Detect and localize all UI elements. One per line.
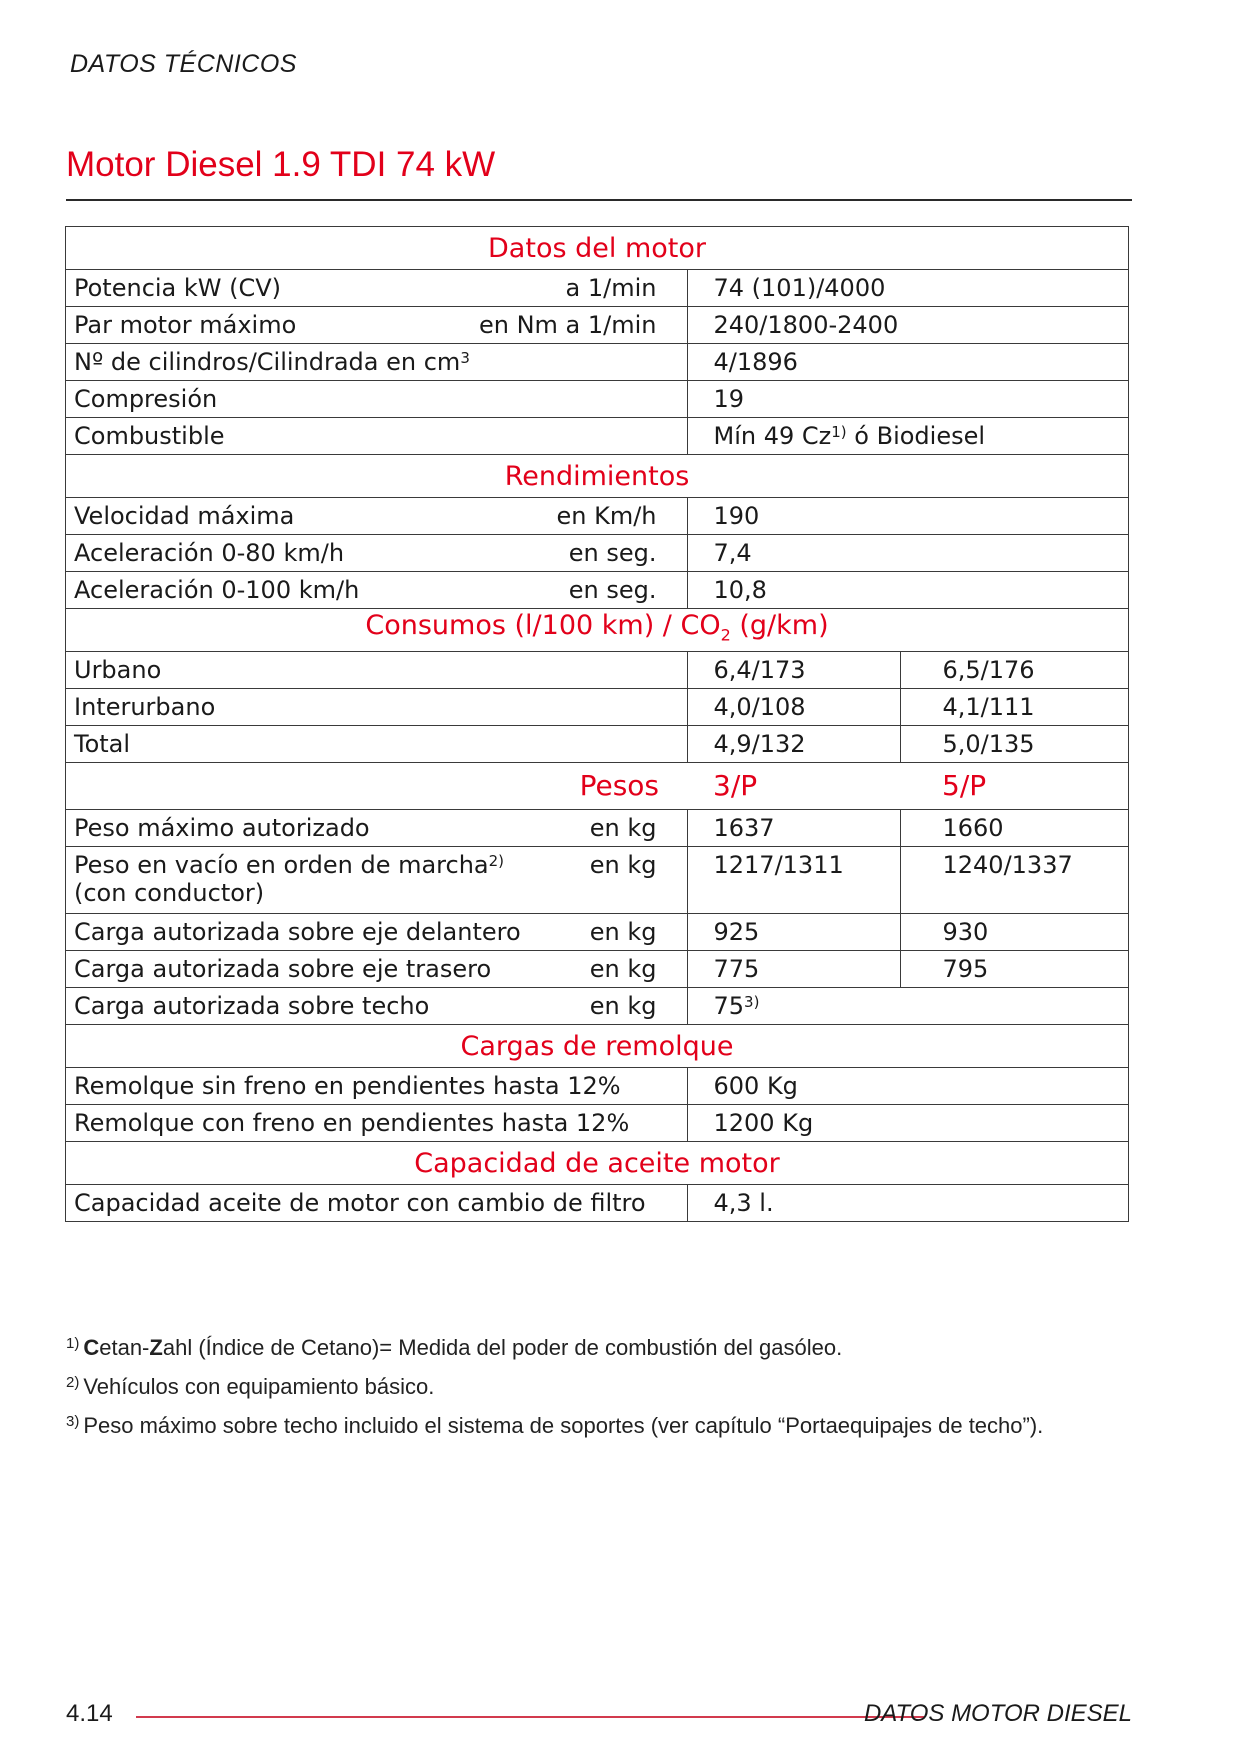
row-label: Aceleración 0-80 km/h xyxy=(74,539,345,567)
table-row xyxy=(66,381,1129,418)
section-header-rendimientos: Rendimientos xyxy=(66,455,1129,498)
row-label: Capacidad aceite de motor con cambio de filtro xyxy=(74,1189,646,1217)
row-value-3p: 775 xyxy=(687,951,900,988)
row-value: 74 (101)/4000 xyxy=(687,270,1129,307)
footnotes xyxy=(66,1335,1043,1452)
row-unit: en kg xyxy=(589,851,657,879)
row-unit: en kg xyxy=(589,955,657,983)
row-unit: en kg xyxy=(589,918,657,946)
row-label: Combustible xyxy=(74,422,225,450)
row-value: 240/1800-2400 xyxy=(687,307,1129,344)
page-title: Motor Diesel 1.9 TDI 74 kW xyxy=(66,145,496,184)
row-unit: en Km/h xyxy=(556,502,657,530)
row-value-5p: 6,5/176 xyxy=(900,652,1129,689)
row-unit: a 1/min xyxy=(565,274,657,302)
row-value-3p: 925 xyxy=(687,914,900,951)
row-unit: en kg xyxy=(589,814,657,842)
column-header-5p: 5/P xyxy=(900,763,1129,810)
footnote-mark: 1) xyxy=(66,1335,80,1352)
row-value: 4,3 l. xyxy=(687,1185,1129,1222)
row-value: 4/1896 xyxy=(687,344,1129,381)
row-value: 75$^{3)}$ xyxy=(687,988,1129,1025)
table-row xyxy=(66,810,1129,847)
table-row xyxy=(66,1185,1129,1222)
row-value: 7,4 xyxy=(687,535,1129,572)
row-value-5p: 1240/1337 xyxy=(900,847,1129,914)
table-row xyxy=(66,914,1129,951)
row-value: 190 xyxy=(687,498,1129,535)
row-label: Interurbano xyxy=(74,693,216,721)
table-row xyxy=(66,344,1129,381)
page-number: 4.14 xyxy=(66,1700,113,1727)
row-value-5p: 1660 xyxy=(900,810,1129,847)
row-label: Carga autorizada sobre techo xyxy=(74,992,430,1020)
row-value: 600 Kg xyxy=(687,1068,1129,1105)
row-label: Carga autorizada sobre eje trasero xyxy=(74,955,492,983)
row-label: Urbano xyxy=(74,656,162,684)
row-label: Par motor máximo xyxy=(74,311,297,339)
table-row xyxy=(66,307,1129,344)
table-row xyxy=(66,418,1129,455)
table-row xyxy=(66,652,1129,689)
row-label: Nº de cilindros/Cilindrada en $cm^3$ xyxy=(74,348,470,376)
section-header-remolque: Cargas de remolque xyxy=(66,1025,1129,1068)
section-header-aceite: Capacidad de aceite motor xyxy=(66,1142,1129,1185)
table-row xyxy=(66,1068,1129,1105)
row-value: 19 xyxy=(687,381,1129,418)
footnote-mark: 3) xyxy=(66,1413,80,1430)
row-label: Remolque con freno en pendientes hasta 12% xyxy=(74,1109,630,1137)
column-header-3p: 3/P xyxy=(687,763,900,810)
row-value-3p: 4,0/108 xyxy=(687,689,900,726)
row-value-5p: 795 xyxy=(900,951,1129,988)
row-label: Carga autorizada sobre eje delantero xyxy=(74,918,521,946)
row-unit: en seg. xyxy=(568,576,657,604)
table-row xyxy=(66,726,1129,763)
table-row xyxy=(66,535,1129,572)
table-row xyxy=(66,270,1129,307)
row-value-5p: 4,1/111 xyxy=(900,689,1129,726)
footnote-1: $^{1)}$ Cetan-Zahl (Índice de Cetano)= Medida del poder de combustión del gasóleo. xyxy=(66,1335,843,1360)
spec-table xyxy=(65,226,1129,1222)
row-value-3p: 1217/1311 xyxy=(687,847,900,914)
row-unit: en kg xyxy=(589,992,657,1020)
row-value: 10,8 xyxy=(687,572,1129,609)
row-value-3p: 4,9/132 xyxy=(687,726,900,763)
footnote-ref: 2) xyxy=(488,852,505,870)
row-unit: en seg. xyxy=(568,539,657,567)
row-label: Peso en vacío en orden de marcha$^{2)}$ (con conductor) xyxy=(74,851,505,907)
row-label: Aceleración 0-100 km/h xyxy=(74,576,360,604)
footnote-mark: 2) xyxy=(66,1374,80,1391)
row-label: Total xyxy=(74,730,131,758)
table-row xyxy=(66,951,1129,988)
footnote-3: $^{3)}$ Peso máximo sobre techo incluido el sistema de soportes (ver capítulo “Portaequipajes de techo”). xyxy=(66,1413,1044,1438)
row-label: Remolque sin freno en pendientes hasta 12% xyxy=(74,1072,621,1100)
section-header-motor: Datos del motor xyxy=(66,227,1129,270)
page-footer xyxy=(66,1700,1132,1730)
footnote-ref: 3) xyxy=(744,993,760,1011)
footer-section-title: DATOS MOTOR DIESEL xyxy=(863,1700,1132,1727)
title-divider xyxy=(66,199,1132,201)
table-row xyxy=(66,689,1129,726)
section-header-pesos: Pesos 3/P 5/P xyxy=(66,763,1129,810)
footer-divider xyxy=(136,1716,924,1718)
row-value-5p: 930 xyxy=(900,914,1129,951)
section-header-consumos: Consumos (l/100 $km) / CO_2$ (g/km) xyxy=(66,609,1129,652)
row-label: Compresión xyxy=(74,385,218,413)
table-row xyxy=(66,498,1129,535)
row-value-5p: 5,0/135 xyxy=(900,726,1129,763)
row-value-3p: 1637 xyxy=(687,810,900,847)
table-row xyxy=(66,572,1129,609)
row-value-3p: 6,4/173 xyxy=(687,652,900,689)
table-row xyxy=(66,1105,1129,1142)
row-label: Potencia kW (CV) xyxy=(74,274,282,302)
running-head: DATOS TÉCNICOS xyxy=(70,50,297,78)
row-value: 1200 Kg xyxy=(687,1105,1129,1142)
table-row xyxy=(66,988,1129,1025)
row-label: Velocidad máxima xyxy=(74,502,295,530)
row-label: Peso máximo autorizado xyxy=(74,814,370,842)
footnote-ref: 1) xyxy=(831,423,847,441)
table-row xyxy=(66,847,1129,914)
row-unit: en Nm a 1/min xyxy=(478,311,657,339)
footnote-2: $^{2)}$ Vehículos con equipamiento básico. xyxy=(66,1374,435,1399)
row-value: Mín 49 Cz$^{1)}$ ó Biodiesel xyxy=(687,418,1129,455)
